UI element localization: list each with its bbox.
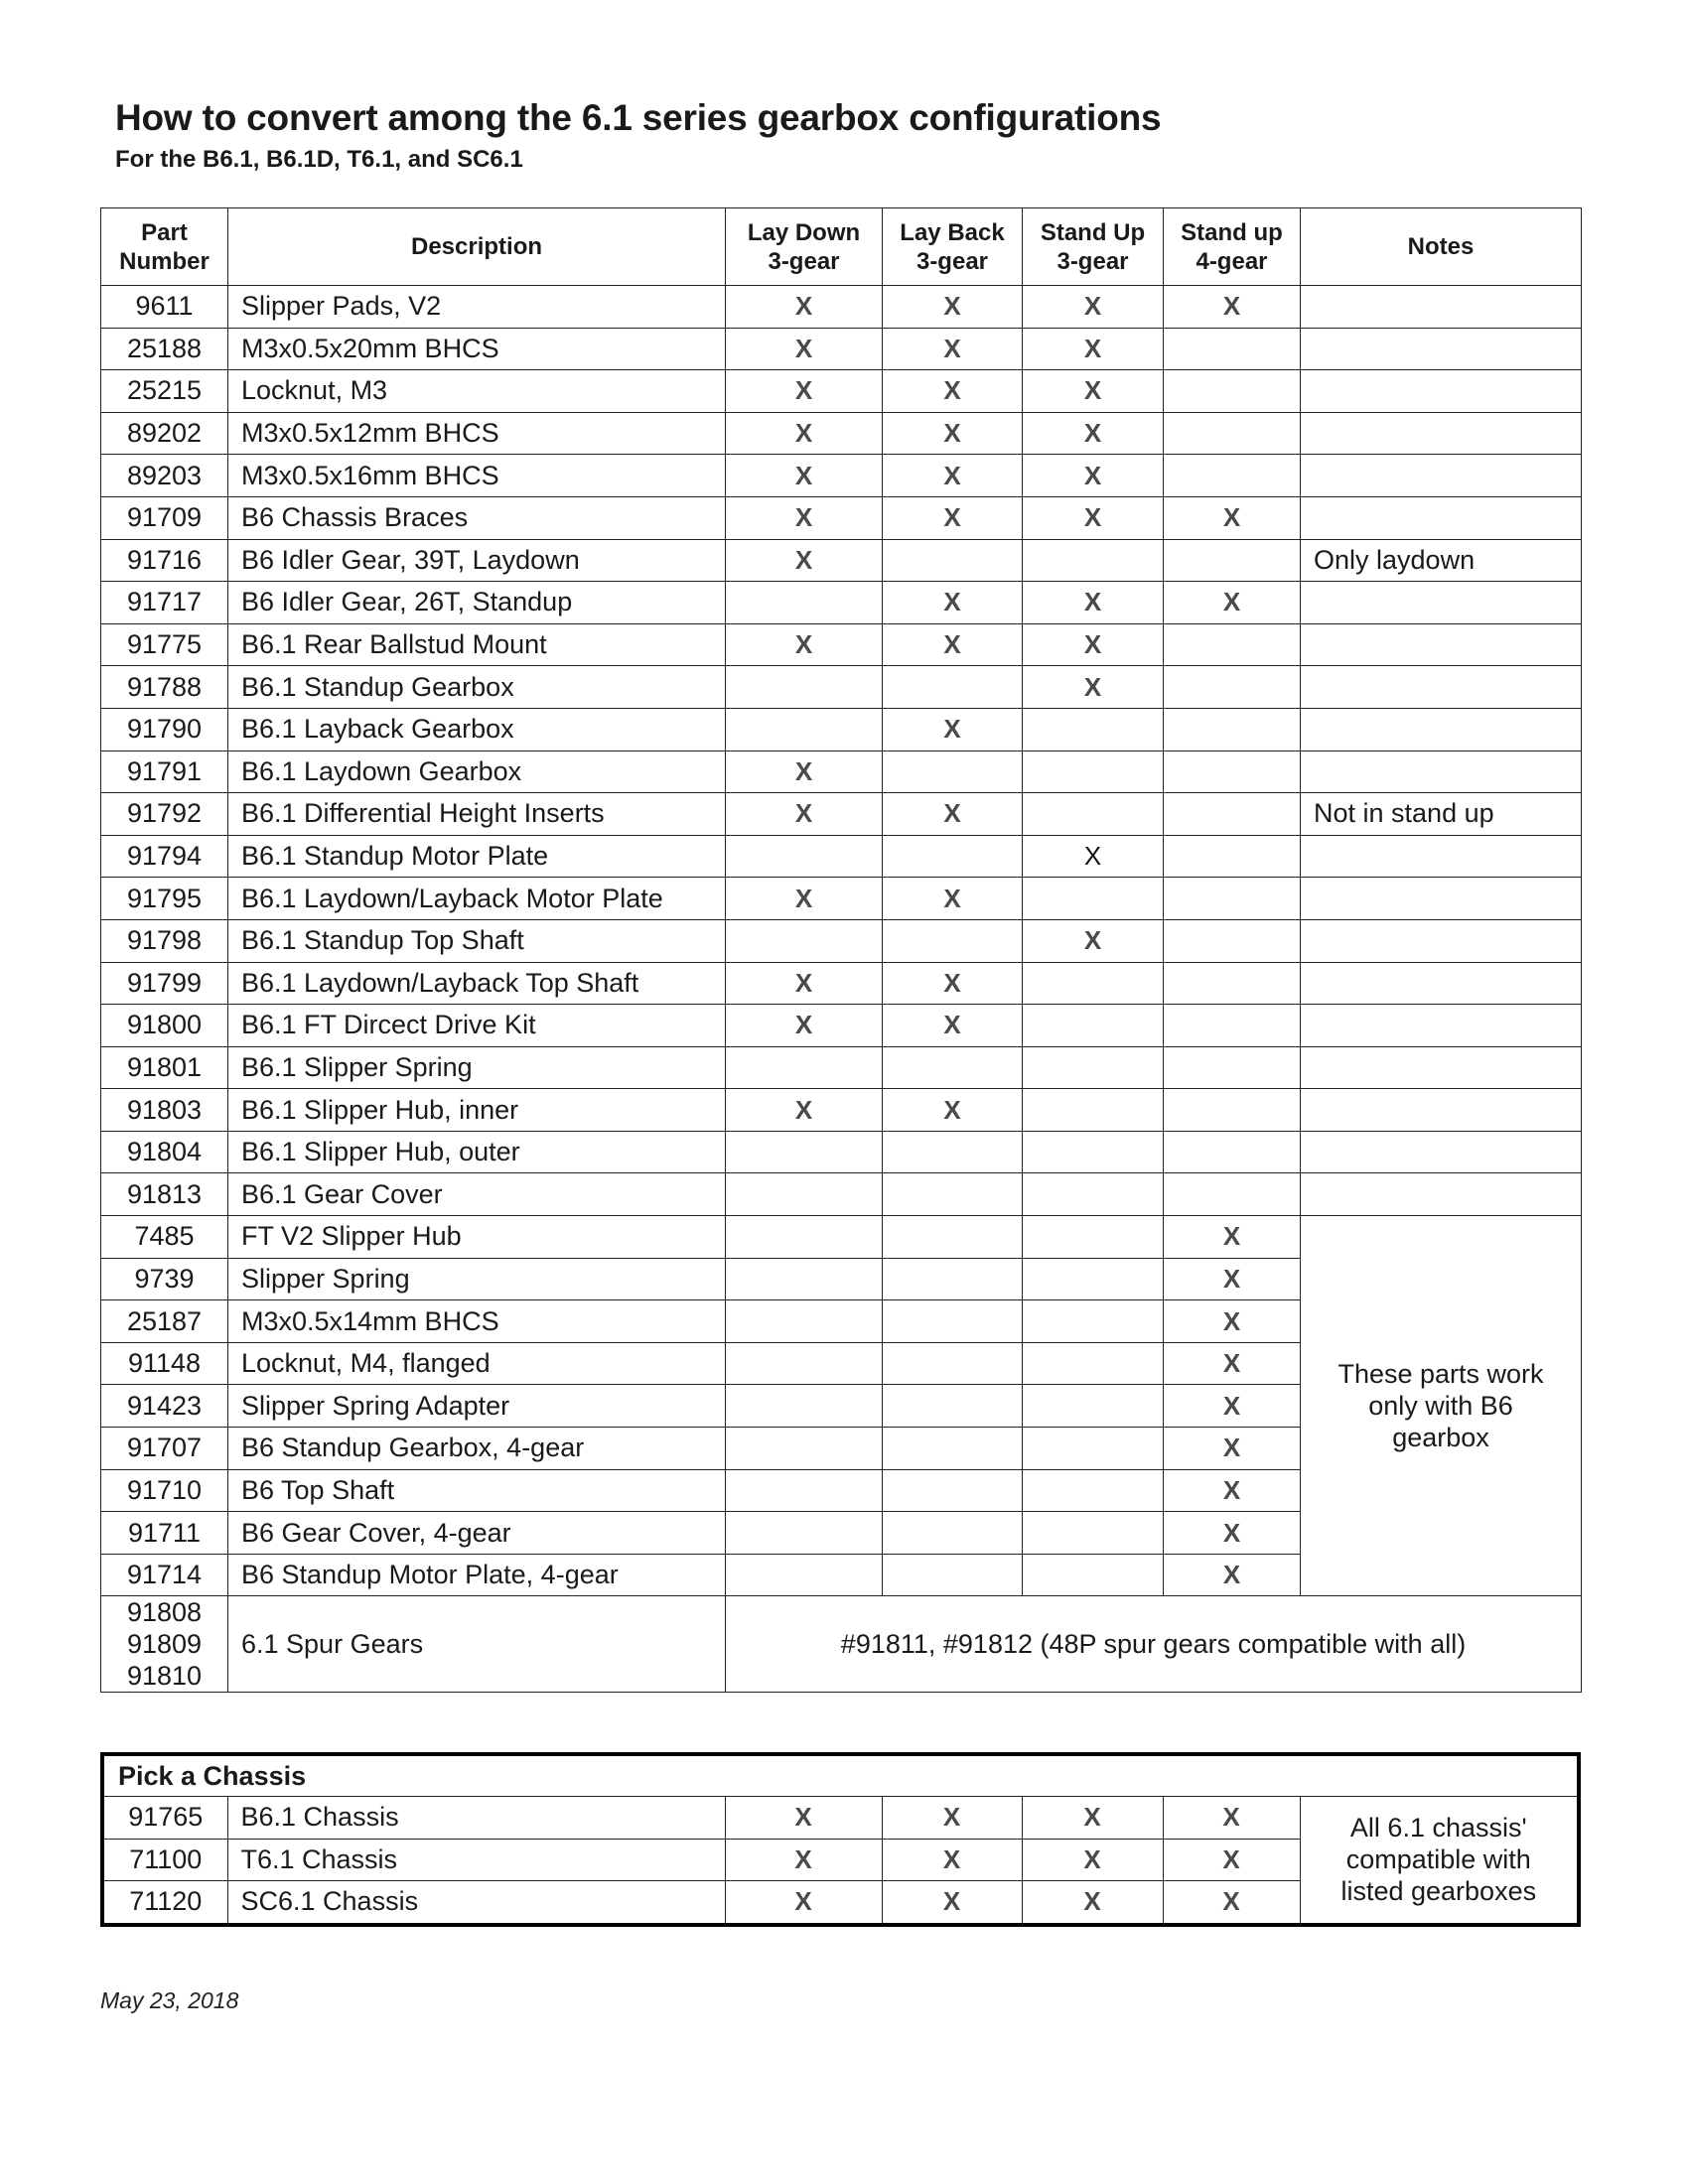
description-cell: B6 Standup Gearbox, 4-gear bbox=[228, 1428, 726, 1470]
compat-mark-ld: X bbox=[726, 496, 883, 539]
compat-mark-su3: X bbox=[1023, 455, 1164, 497]
table-row bbox=[101, 1089, 1582, 1132]
compat-mark-su4 bbox=[1164, 793, 1301, 836]
description-cell: FT V2 Slipper Hub bbox=[228, 1216, 726, 1259]
compat-mark-ld: X bbox=[726, 751, 883, 793]
compat-mark-ld bbox=[726, 1428, 883, 1470]
part-number-cell: 91716 bbox=[101, 539, 228, 582]
notes-cell bbox=[1301, 835, 1582, 878]
compat-mark-su4 bbox=[1164, 666, 1301, 709]
compat-mark-su4 bbox=[1164, 878, 1301, 920]
compat-mark-ld bbox=[726, 919, 883, 962]
compat-mark-su4 bbox=[1164, 539, 1301, 582]
compat-mark-su4: X bbox=[1164, 1385, 1301, 1428]
notes-cell bbox=[1301, 1046, 1582, 1089]
compat-mark-ld bbox=[726, 666, 883, 709]
part-number-cell: 91804 bbox=[101, 1131, 228, 1173]
table-row bbox=[101, 878, 1582, 920]
compat-mark-su4: X bbox=[1164, 1512, 1301, 1555]
compat-mark-su4 bbox=[1164, 708, 1301, 751]
part-number-cell: 91799 bbox=[101, 962, 228, 1005]
compat-mark-ld: X bbox=[725, 1839, 882, 1881]
compat-mark-su3 bbox=[1023, 1300, 1164, 1343]
compat-mark-lb bbox=[883, 1046, 1023, 1089]
compat-mark-su4 bbox=[1164, 1173, 1301, 1216]
compat-mark-ld: X bbox=[725, 1797, 882, 1840]
table-row bbox=[101, 835, 1582, 878]
part-number-cell: 7485 bbox=[101, 1216, 228, 1259]
description-cell: B6.1 Standup Gearbox bbox=[228, 666, 726, 709]
chassis-table bbox=[100, 1752, 1581, 1927]
table-row bbox=[101, 919, 1582, 962]
part-number-cell: 9611 bbox=[101, 286, 228, 329]
table-row bbox=[101, 1173, 1582, 1216]
compat-mark-su3 bbox=[1023, 1216, 1164, 1259]
part-number-cell: 71120 bbox=[102, 1881, 227, 1925]
compat-mark-ld bbox=[726, 1554, 883, 1596]
table-row bbox=[101, 328, 1582, 370]
compat-mark-su4: X bbox=[1164, 1342, 1301, 1385]
spur-part-number: 91809 bbox=[126, 1629, 203, 1660]
col-header-description: Description bbox=[228, 208, 726, 286]
description-cell: B6 Gear Cover, 4-gear bbox=[228, 1512, 726, 1555]
compat-mark-lb bbox=[883, 1216, 1023, 1259]
notes-cell bbox=[1301, 666, 1582, 709]
notes-cell bbox=[1301, 328, 1582, 370]
notes-cell bbox=[1301, 919, 1582, 962]
compat-mark-lb bbox=[883, 919, 1023, 962]
description-cell: Slipper Pads, V2 bbox=[228, 286, 726, 329]
col-header-notes: Notes bbox=[1301, 208, 1582, 286]
description-cell: B6.1 Layback Gearbox bbox=[228, 708, 726, 751]
compat-mark-ld: X bbox=[726, 539, 883, 582]
compat-mark-su4 bbox=[1164, 1089, 1301, 1132]
notes-cell bbox=[1301, 370, 1582, 413]
table-row bbox=[101, 666, 1582, 709]
compat-mark-lb bbox=[883, 539, 1023, 582]
part-number-cell: 91717 bbox=[101, 582, 228, 624]
compat-mark-lb: X bbox=[883, 1089, 1023, 1132]
document-date: May 23, 2018 bbox=[100, 1987, 239, 2013]
b6-only-note: These parts work only with B6 gearbox bbox=[1301, 1216, 1582, 1596]
table-row bbox=[101, 1216, 1582, 1259]
compat-mark-ld bbox=[726, 1512, 883, 1555]
compat-mark-ld bbox=[726, 835, 883, 878]
compat-mark-lb: X bbox=[883, 582, 1023, 624]
compat-mark-su4 bbox=[1164, 835, 1301, 878]
part-number-cell: 91710 bbox=[101, 1469, 228, 1512]
part-number-cell: 91775 bbox=[101, 623, 228, 666]
compat-mark-lb bbox=[883, 1554, 1023, 1596]
compat-mark-su3 bbox=[1023, 878, 1164, 920]
compat-mark-su3: X bbox=[1023, 623, 1164, 666]
compat-mark-su3: X bbox=[1023, 328, 1164, 370]
chassis-note: All 6.1 chassis' compatible with listed gearboxes bbox=[1300, 1797, 1579, 1925]
table-row bbox=[101, 286, 1582, 329]
compat-mark-lb: X bbox=[883, 878, 1023, 920]
compat-mark-su4: X bbox=[1164, 1258, 1301, 1300]
chassis-table-title: Pick a Chassis bbox=[102, 1754, 1579, 1797]
part-number-cell: 91801 bbox=[101, 1046, 228, 1089]
compat-mark-ld bbox=[726, 1131, 883, 1173]
description-cell: B6.1 Chassis bbox=[227, 1797, 725, 1840]
spur-compat-note: #91811, #91812 (48P spur gears compatible with all) bbox=[726, 1596, 1582, 1693]
table-row bbox=[101, 793, 1582, 836]
compat-mark-lb bbox=[883, 835, 1023, 878]
part-number-cell: 9739 bbox=[101, 1258, 228, 1300]
compat-mark-su3 bbox=[1023, 1046, 1164, 1089]
compat-mark-su4 bbox=[1164, 1005, 1301, 1047]
chassis-row bbox=[102, 1797, 1579, 1840]
notes-cell bbox=[1301, 1005, 1582, 1047]
part-number-cell: 91794 bbox=[101, 835, 228, 878]
description-cell: B6.1 Laydown/Layback Motor Plate bbox=[228, 878, 726, 920]
col-header-lay-back: Lay Back 3-gear bbox=[883, 208, 1023, 286]
table-row bbox=[101, 582, 1582, 624]
part-number-cell: 25188 bbox=[101, 328, 228, 370]
compat-mark-su4 bbox=[1164, 919, 1301, 962]
compat-mark-su4: X bbox=[1164, 496, 1301, 539]
description-cell: M3x0.5x20mm BHCS bbox=[228, 328, 726, 370]
compat-mark-lb bbox=[883, 1428, 1023, 1470]
notes-cell bbox=[1301, 962, 1582, 1005]
compat-mark-su3 bbox=[1023, 1131, 1164, 1173]
description-cell: Slipper Spring bbox=[228, 1258, 726, 1300]
compat-mark-su4 bbox=[1164, 751, 1301, 793]
table-header-row bbox=[101, 208, 1582, 286]
col-header-stand-up-4: Stand up 4-gear bbox=[1164, 208, 1301, 286]
compat-mark-ld: X bbox=[726, 623, 883, 666]
compat-mark-su4: X bbox=[1164, 1554, 1301, 1596]
compat-mark-su4: X bbox=[1164, 1469, 1301, 1512]
notes-cell bbox=[1301, 878, 1582, 920]
col-header-lay-down: Lay Down 3-gear bbox=[726, 208, 883, 286]
compat-mark-su4 bbox=[1164, 455, 1301, 497]
description-cell: B6.1 FT Dircect Drive Kit bbox=[228, 1005, 726, 1047]
description-cell: Slipper Spring Adapter bbox=[228, 1385, 726, 1428]
description-cell: B6.1 Gear Cover bbox=[228, 1173, 726, 1216]
description-cell: B6 Idler Gear, 39T, Laydown bbox=[228, 539, 726, 582]
notes-cell: Not in stand up bbox=[1301, 793, 1582, 836]
compat-mark-lb: X bbox=[883, 1005, 1023, 1047]
page-subtitle: For the B6.1, B6.1D, T6.1, and SC6.1 bbox=[115, 146, 523, 173]
compat-mark-lb: X bbox=[883, 286, 1023, 329]
notes-cell bbox=[1301, 623, 1582, 666]
part-number-cell: 91423 bbox=[101, 1385, 228, 1428]
compat-mark-ld: X bbox=[726, 412, 883, 455]
compat-mark-su3 bbox=[1023, 962, 1164, 1005]
part-number-cell: 91800 bbox=[101, 1005, 228, 1047]
notes-cell bbox=[1301, 1089, 1582, 1132]
description-cell: T6.1 Chassis bbox=[227, 1839, 725, 1881]
compat-mark-su3: X bbox=[1023, 370, 1164, 413]
compat-mark-ld: X bbox=[726, 1089, 883, 1132]
table-row bbox=[101, 1046, 1582, 1089]
table-row bbox=[101, 1131, 1582, 1173]
notes-cell bbox=[1301, 582, 1582, 624]
notes-cell bbox=[1301, 286, 1582, 329]
compat-mark-ld bbox=[726, 1216, 883, 1259]
description-cell: B6.1 Laydown Gearbox bbox=[228, 751, 726, 793]
compat-mark-su3 bbox=[1023, 1173, 1164, 1216]
compat-mark-ld: X bbox=[726, 286, 883, 329]
page-title: How to convert among the 6.1 series gearbox configurations bbox=[115, 97, 1162, 138]
compat-mark-ld bbox=[726, 1258, 883, 1300]
table-row bbox=[101, 496, 1582, 539]
description-cell: B6 Top Shaft bbox=[228, 1469, 726, 1512]
compat-mark-lb: X bbox=[882, 1839, 1022, 1881]
compat-mark-su3 bbox=[1023, 1469, 1164, 1512]
notes-cell: Only laydown bbox=[1301, 539, 1582, 582]
part-number-cell: 91803 bbox=[101, 1089, 228, 1132]
part-number-cell: 91792 bbox=[101, 793, 228, 836]
table-row bbox=[101, 539, 1582, 582]
gearbox-parts-table bbox=[100, 207, 1582, 1693]
part-number-cell: 89203 bbox=[101, 455, 228, 497]
part-number-cell: 91714 bbox=[101, 1554, 228, 1596]
part-number-cell: 25215 bbox=[101, 370, 228, 413]
part-number-cell: 71100 bbox=[102, 1839, 227, 1881]
compat-mark-su3: X bbox=[1023, 919, 1164, 962]
part-number-cell: 91148 bbox=[101, 1342, 228, 1385]
compat-mark-lb: X bbox=[882, 1881, 1022, 1925]
part-number-cell: 91813 bbox=[101, 1173, 228, 1216]
compat-mark-su4: X bbox=[1164, 582, 1301, 624]
compat-mark-ld: X bbox=[725, 1881, 882, 1925]
compat-mark-su3 bbox=[1023, 1428, 1164, 1470]
part-number-cell: 91790 bbox=[101, 708, 228, 751]
table-row bbox=[101, 370, 1582, 413]
table-row bbox=[101, 455, 1582, 497]
compat-mark-ld bbox=[726, 1046, 883, 1089]
compat-mark-su3: X bbox=[1023, 835, 1164, 878]
compat-mark-su4: X bbox=[1164, 1216, 1301, 1259]
compat-mark-su4: X bbox=[1163, 1881, 1300, 1925]
compat-mark-su4: X bbox=[1164, 1428, 1301, 1470]
part-number-cell: 91795 bbox=[101, 878, 228, 920]
compat-mark-ld: X bbox=[726, 962, 883, 1005]
compat-mark-su3 bbox=[1023, 1089, 1164, 1132]
compat-mark-ld: X bbox=[726, 370, 883, 413]
compat-mark-su3: X bbox=[1023, 666, 1164, 709]
compat-mark-su3 bbox=[1023, 1258, 1164, 1300]
part-number-cell: 91711 bbox=[101, 1512, 228, 1555]
compat-mark-lb: X bbox=[883, 962, 1023, 1005]
compat-mark-su3 bbox=[1023, 1385, 1164, 1428]
compat-mark-lb bbox=[883, 1258, 1023, 1300]
part-number-cell: 91709 bbox=[101, 496, 228, 539]
compat-mark-su3: X bbox=[1023, 412, 1164, 455]
description-cell: B6.1 Slipper Hub, outer bbox=[228, 1131, 726, 1173]
compat-mark-su3: X bbox=[1023, 286, 1164, 329]
description-cell: B6.1 Standup Top Shaft bbox=[228, 919, 726, 962]
description-cell: M3x0.5x16mm BHCS bbox=[228, 455, 726, 497]
notes-cell bbox=[1301, 1173, 1582, 1216]
compat-mark-lb bbox=[883, 751, 1023, 793]
compat-mark-lb: X bbox=[883, 623, 1023, 666]
compat-mark-lb: X bbox=[883, 708, 1023, 751]
spur-part-number: 91808 bbox=[126, 1597, 203, 1628]
compat-mark-lb: X bbox=[882, 1797, 1022, 1840]
compat-mark-su3 bbox=[1023, 539, 1164, 582]
spur-part-number: 91810 bbox=[126, 1661, 203, 1692]
compat-mark-lb bbox=[883, 1512, 1023, 1555]
compat-mark-su3 bbox=[1023, 708, 1164, 751]
description-cell: 6.1 Spur Gears bbox=[228, 1596, 726, 1693]
compat-mark-lb bbox=[883, 1131, 1023, 1173]
compat-mark-su4: X bbox=[1164, 286, 1301, 329]
compat-mark-lb: X bbox=[883, 328, 1023, 370]
description-cell: Locknut, M3 bbox=[228, 370, 726, 413]
compat-mark-lb bbox=[883, 1342, 1023, 1385]
description-cell: M3x0.5x14mm BHCS bbox=[228, 1300, 726, 1343]
description-cell: M3x0.5x12mm BHCS bbox=[228, 412, 726, 455]
table-row bbox=[101, 1005, 1582, 1047]
part-number-cell: 91791 bbox=[101, 751, 228, 793]
spur-gear-row bbox=[101, 1596, 1582, 1693]
compat-mark-su3: X bbox=[1023, 496, 1164, 539]
compat-mark-su4 bbox=[1164, 1131, 1301, 1173]
compat-mark-lb: X bbox=[883, 496, 1023, 539]
compat-mark-su3 bbox=[1023, 1005, 1164, 1047]
compat-mark-su4: X bbox=[1163, 1839, 1300, 1881]
table-row bbox=[101, 962, 1582, 1005]
notes-cell bbox=[1301, 1131, 1582, 1173]
spur-part-numbers bbox=[101, 1596, 228, 1693]
compat-mark-su3 bbox=[1023, 1512, 1164, 1555]
compat-mark-ld bbox=[726, 1469, 883, 1512]
table-row bbox=[101, 708, 1582, 751]
compat-mark-ld bbox=[726, 582, 883, 624]
compat-mark-su3 bbox=[1023, 1342, 1164, 1385]
description-cell: B6.1 Standup Motor Plate bbox=[228, 835, 726, 878]
compat-mark-ld: X bbox=[726, 455, 883, 497]
compat-mark-su4: X bbox=[1164, 1300, 1301, 1343]
table-row bbox=[101, 623, 1582, 666]
compat-mark-su4 bbox=[1164, 1046, 1301, 1089]
compat-mark-lb: X bbox=[883, 370, 1023, 413]
compat-mark-lb: X bbox=[883, 455, 1023, 497]
compat-mark-lb bbox=[883, 1173, 1023, 1216]
description-cell: B6 Chassis Braces bbox=[228, 496, 726, 539]
compat-mark-su4 bbox=[1164, 412, 1301, 455]
part-number-cell: 91765 bbox=[102, 1797, 227, 1840]
compat-mark-su3 bbox=[1023, 1554, 1164, 1596]
compat-mark-ld bbox=[726, 708, 883, 751]
compat-mark-su3 bbox=[1023, 751, 1164, 793]
compat-mark-su3: X bbox=[1022, 1839, 1163, 1881]
compat-mark-su4 bbox=[1164, 328, 1301, 370]
notes-cell bbox=[1301, 751, 1582, 793]
compat-mark-su3 bbox=[1023, 793, 1164, 836]
description-cell: B6 Standup Motor Plate, 4-gear bbox=[228, 1554, 726, 1596]
compat-mark-lb: X bbox=[883, 412, 1023, 455]
part-number-cell: 91798 bbox=[101, 919, 228, 962]
compat-mark-su4 bbox=[1164, 370, 1301, 413]
compat-mark-ld bbox=[726, 1342, 883, 1385]
col-header-part-number: Part Number bbox=[101, 208, 228, 286]
notes-cell bbox=[1301, 455, 1582, 497]
compat-mark-su4: X bbox=[1163, 1797, 1300, 1840]
compat-mark-lb bbox=[883, 1385, 1023, 1428]
compat-mark-ld: X bbox=[726, 1005, 883, 1047]
part-number-cell: 25187 bbox=[101, 1300, 228, 1343]
part-number-cell: 91788 bbox=[101, 666, 228, 709]
description-cell: B6.1 Rear Ballstud Mount bbox=[228, 623, 726, 666]
compat-mark-su4 bbox=[1164, 623, 1301, 666]
compat-mark-ld bbox=[726, 1173, 883, 1216]
description-cell: B6.1 Laydown/Layback Top Shaft bbox=[228, 962, 726, 1005]
part-number-cell: 89202 bbox=[101, 412, 228, 455]
notes-cell bbox=[1301, 708, 1582, 751]
compat-mark-ld bbox=[726, 1300, 883, 1343]
compat-mark-ld: X bbox=[726, 793, 883, 836]
description-cell: B6.1 Slipper Spring bbox=[228, 1046, 726, 1089]
compat-mark-lb bbox=[883, 1469, 1023, 1512]
compat-mark-su3: X bbox=[1023, 582, 1164, 624]
compat-mark-su3: X bbox=[1022, 1881, 1163, 1925]
description-cell: Locknut, M4, flanged bbox=[228, 1342, 726, 1385]
description-cell: B6.1 Slipper Hub, inner bbox=[228, 1089, 726, 1132]
compat-mark-lb: X bbox=[883, 793, 1023, 836]
compat-mark-ld: X bbox=[726, 878, 883, 920]
part-number-cell: 91707 bbox=[101, 1428, 228, 1470]
compat-mark-lb bbox=[883, 1300, 1023, 1343]
description-cell: SC6.1 Chassis bbox=[227, 1881, 725, 1925]
notes-cell bbox=[1301, 496, 1582, 539]
compat-mark-su4 bbox=[1164, 962, 1301, 1005]
table-row bbox=[101, 751, 1582, 793]
col-header-stand-up-3: Stand Up 3-gear bbox=[1023, 208, 1164, 286]
description-cell: B6 Idler Gear, 26T, Standup bbox=[228, 582, 726, 624]
description-cell: B6.1 Differential Height Inserts bbox=[228, 793, 726, 836]
compat-mark-lb bbox=[883, 666, 1023, 709]
compat-mark-su3: X bbox=[1022, 1797, 1163, 1840]
compat-mark-ld bbox=[726, 1385, 883, 1428]
compat-mark-ld: X bbox=[726, 328, 883, 370]
notes-cell bbox=[1301, 412, 1582, 455]
table-row bbox=[101, 412, 1582, 455]
